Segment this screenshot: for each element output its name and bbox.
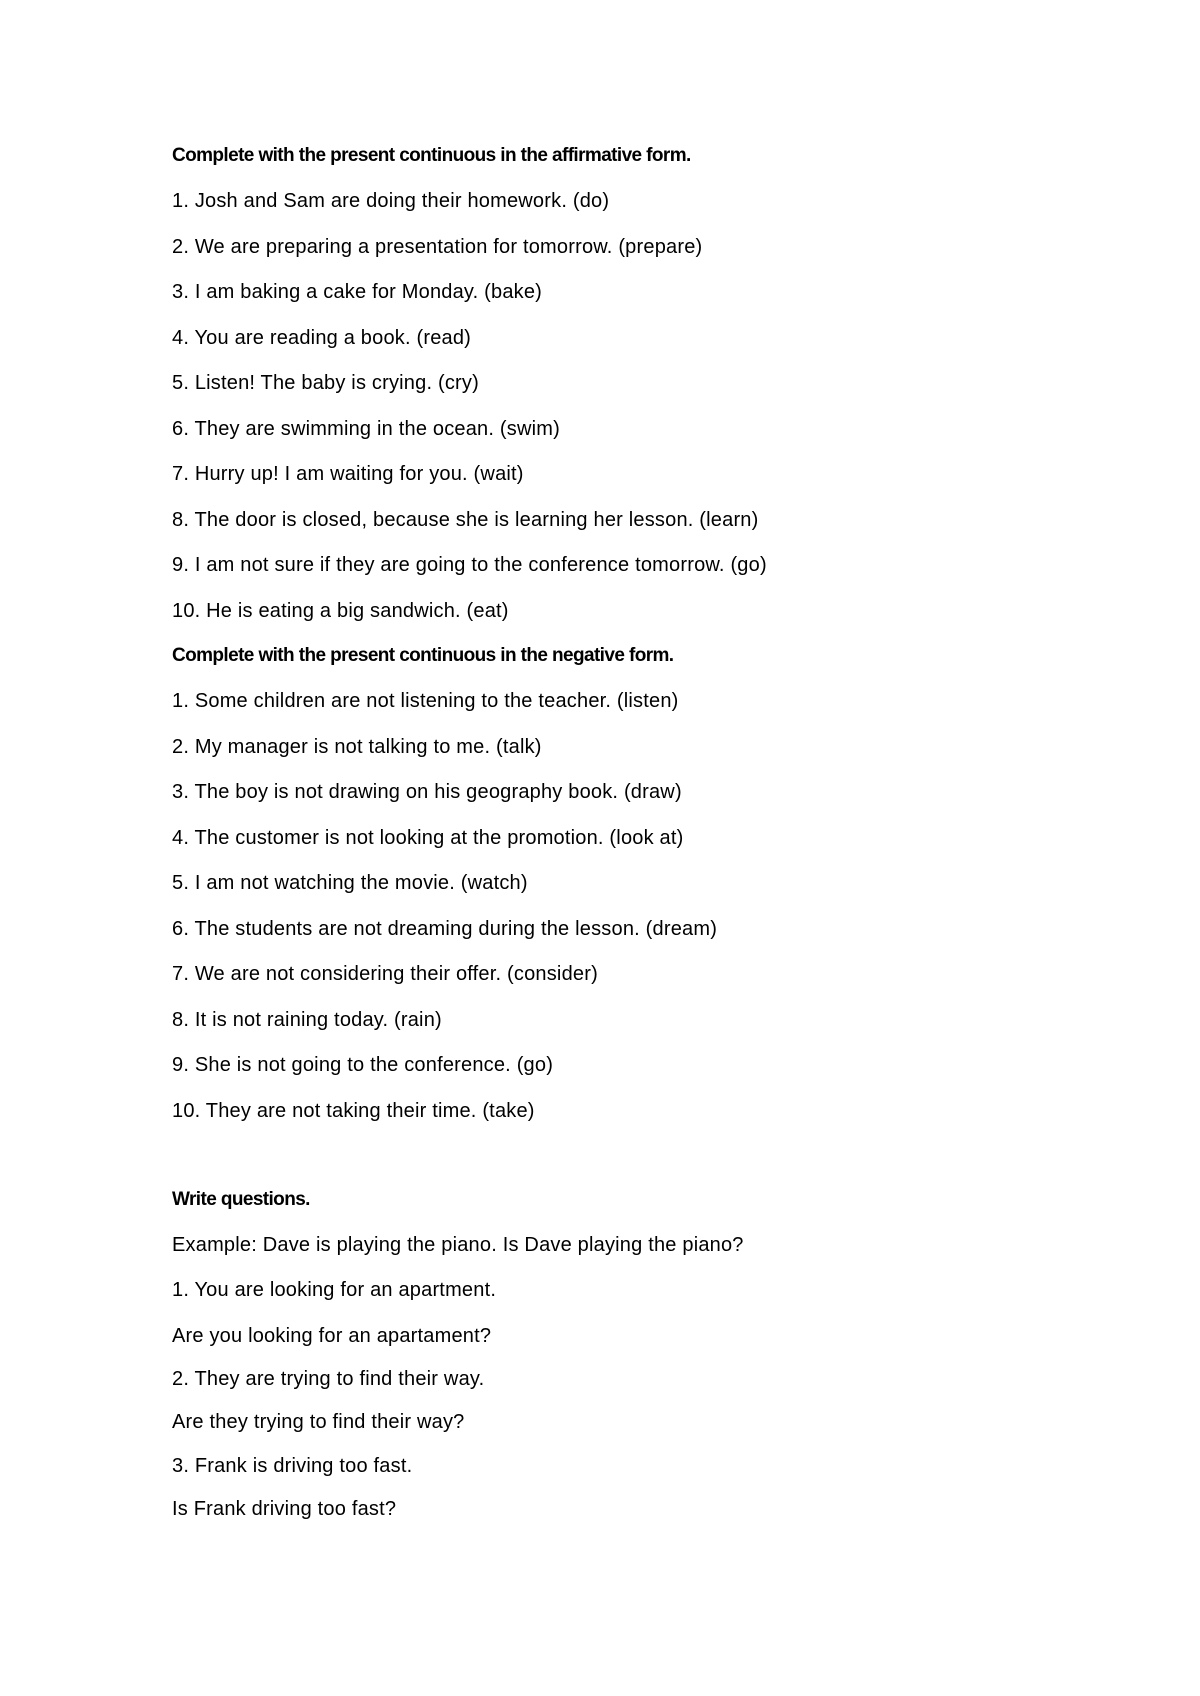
worksheet-page bbox=[172, 144, 1132, 1540]
exercise-item: 6. They are swimming in the ocean. (swim) bbox=[172, 417, 560, 440]
question-prompt: 1. You are looking for an apartment. bbox=[172, 1279, 497, 1301]
exercise-item: 6. The students are not dreaming during the lesson. (dream) bbox=[172, 917, 718, 940]
question-prompt: 2. They are trying to find their way. bbox=[172, 1368, 485, 1390]
exercise-item: 2. We are preparing a presentation for tomorrow. (prepare) bbox=[172, 235, 703, 258]
exercise-item: 5. Listen! The baby is crying. (cry) bbox=[172, 372, 479, 394]
questions-section bbox=[172, 1188, 1132, 1540]
exercise-item: 3. The boy is not drawing on his geography book. (draw) bbox=[172, 781, 682, 803]
question-answer: Are they trying to find their way? bbox=[172, 1411, 465, 1433]
exercise-item: 9. She is not going to the conference. (go) bbox=[172, 1054, 554, 1076]
section-heading-negative: Complete with the present continuous in the negative form. bbox=[172, 645, 674, 666]
affirmative-section bbox=[172, 144, 1132, 644]
exercise-item: 7. Hurry up! I am waiting for you. (wait) bbox=[172, 463, 524, 485]
exercise-item: 1. Some children are not listening to the teacher. (listen) bbox=[172, 690, 679, 712]
exercise-item: 2. My manager is not talking to me. (talk) bbox=[172, 735, 542, 758]
exercise-item: 5. I am not watching the movie. (watch) bbox=[172, 872, 528, 894]
example-line: Example: Dave is playing the piano. Is Dave playing the piano? bbox=[172, 1234, 744, 1256]
exercise-item: 10. He is eating a big sandwich. (eat) bbox=[172, 599, 509, 622]
exercise-item: 3. I am baking a cake for Monday. (bake) bbox=[172, 281, 543, 303]
section-spacer bbox=[172, 1144, 1132, 1188]
question-prompt: 3. Frank is driving too fast. bbox=[172, 1455, 413, 1477]
section-heading-questions: Write questions. bbox=[172, 1189, 310, 1210]
exercise-item: 10. They are not taking their time. (take) bbox=[172, 1099, 535, 1122]
negative-section bbox=[172, 644, 1132, 1144]
exercise-item: 4. You are reading a book. (read) bbox=[172, 326, 472, 349]
exercise-item: 7. We are not considering their offer. (consider) bbox=[172, 963, 598, 985]
exercise-item: 8. The door is closed, because she is learning her lesson. (learn) bbox=[172, 508, 759, 531]
question-answer: Are you looking for an apartament? bbox=[172, 1325, 492, 1347]
question-answer: Is Frank driving too fast? bbox=[172, 1498, 397, 1520]
exercise-item: 1. Josh and Sam are doing their homework. (do) bbox=[172, 190, 610, 212]
exercise-item: 4. The customer is not looking at the promotion. (look at) bbox=[172, 826, 684, 849]
exercise-item: 9. I am not sure if they are going to the conference tomorrow. (go) bbox=[172, 554, 767, 576]
exercise-item: 8. It is not raining today. (rain) bbox=[172, 1008, 442, 1031]
section-heading-affirmative: Complete with the present continuous in the affirmative form. bbox=[172, 145, 691, 166]
